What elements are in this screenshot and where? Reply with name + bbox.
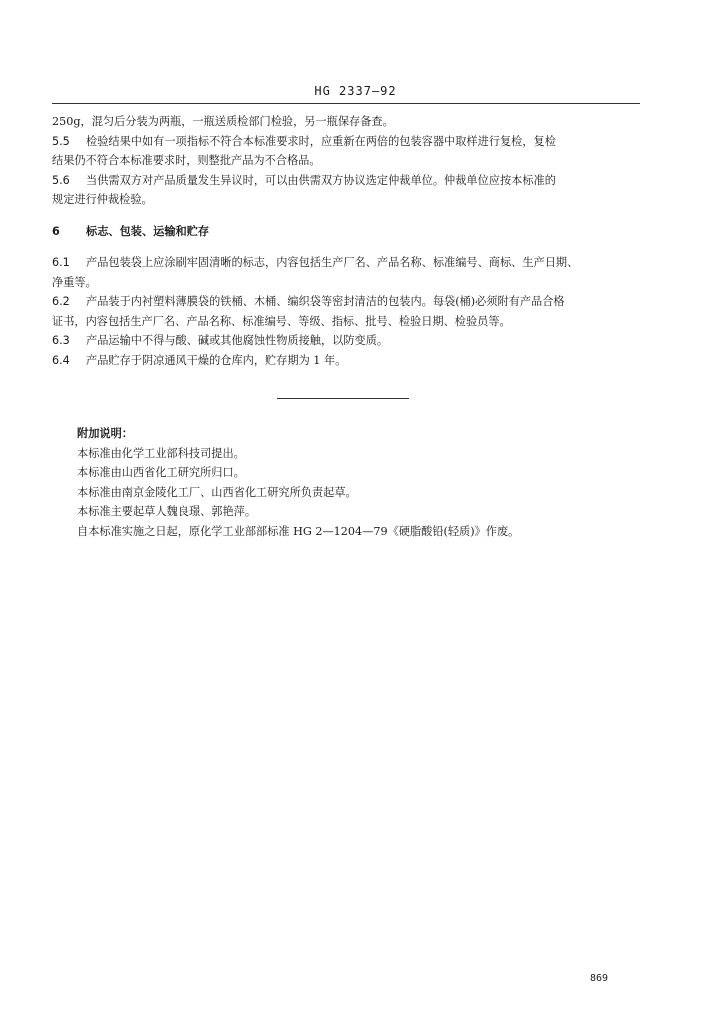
- clause-text: 产品装于内衬塑料薄膜袋的铁桶、木桶、编织袋等密封清洁的包装内。每袋(桶)必须附有产品合格: [86, 295, 565, 308]
- clause-number: 5.6: [52, 173, 70, 187]
- clause-number: 6.3: [52, 334, 70, 347]
- appendix-line: 自本标准实施之日起，原化学工业部部标准 HG 2—1204—79《硬脂酸铅(轻质)》作废。: [77, 524, 520, 538]
- clause-6-2: [52, 292, 642, 312]
- appendix-line: 本标准主要起草人魏良璟、郭艳萍。: [77, 505, 257, 518]
- clause-5-5: [52, 132, 642, 152]
- section-separator: [277, 398, 409, 399]
- clause-5-6-cont: 规定进行仲裁检验。: [52, 193, 153, 206]
- clause-number: 6.2: [52, 295, 70, 308]
- page-number: 869: [590, 973, 609, 984]
- body-text: [52, 112, 642, 370]
- clause-text: 产品包装袋上应涂刷牢固清晰的标志，内容包括生产厂名、产品名称、标准编号、商标、生产日期、: [86, 256, 579, 269]
- appendix-line: 本标准由山西省化工研究所归口。: [77, 466, 245, 479]
- page-header: HG 2337—92: [314, 84, 397, 98]
- clause-6-3: [52, 331, 642, 351]
- appendix-line: 本标准由南京金陵化工厂、山西省化工研究所负责起草。: [77, 485, 357, 499]
- clause-5-5-cont: 结果仍不符合本标准要求时，则整批产品为不合格品。: [52, 154, 321, 167]
- paragraph-continuation: 250g，混匀后分装为两瓶，一瓶送质检部门检验，另一瓶保存备查。: [52, 115, 394, 128]
- clause-6-2-cont: 证书，内容包括生产厂名、产品名称、标准编号、等级、指标、批号、检验日期、检验员等。: [52, 314, 511, 328]
- clause-6-1: [52, 253, 642, 273]
- clause-number: 6.4: [52, 353, 70, 367]
- section-title: 标志、包装、运输和贮存: [86, 223, 210, 238]
- header-rule: [52, 103, 640, 104]
- clause-text: 检验结果中如有一项指标不符合本标准要求时，应重新在两倍的包装容器中取样进行复检，复检: [86, 134, 556, 148]
- clause-number: 6.1: [52, 256, 70, 269]
- clause-number: 5.5: [52, 134, 70, 148]
- section-6-heading: [52, 222, 642, 242]
- appendix-line: 本标准由化学工业部科技司提出。: [77, 446, 245, 460]
- appendix: [77, 424, 637, 541]
- section-number: 6: [52, 224, 60, 238]
- clause-text: 当供需双方对产品质量发生异议时，可以由供需双方协议选定仲裁单位。仲裁单位应按本标准的: [86, 173, 556, 187]
- clause-5-6: [52, 171, 642, 191]
- clause-6-4: [52, 351, 642, 371]
- clause-text: 产品贮存于阴凉通风干燥的仓库内，贮存期为 1 年。: [86, 353, 347, 367]
- clause-text: 产品运输中不得与酸、碱或其他腐蚀性物质接触，以防变质。: [86, 334, 389, 347]
- clause-6-1-cont: 净重等。: [52, 275, 97, 289]
- appendix-title: 附加说明：: [77, 426, 133, 440]
